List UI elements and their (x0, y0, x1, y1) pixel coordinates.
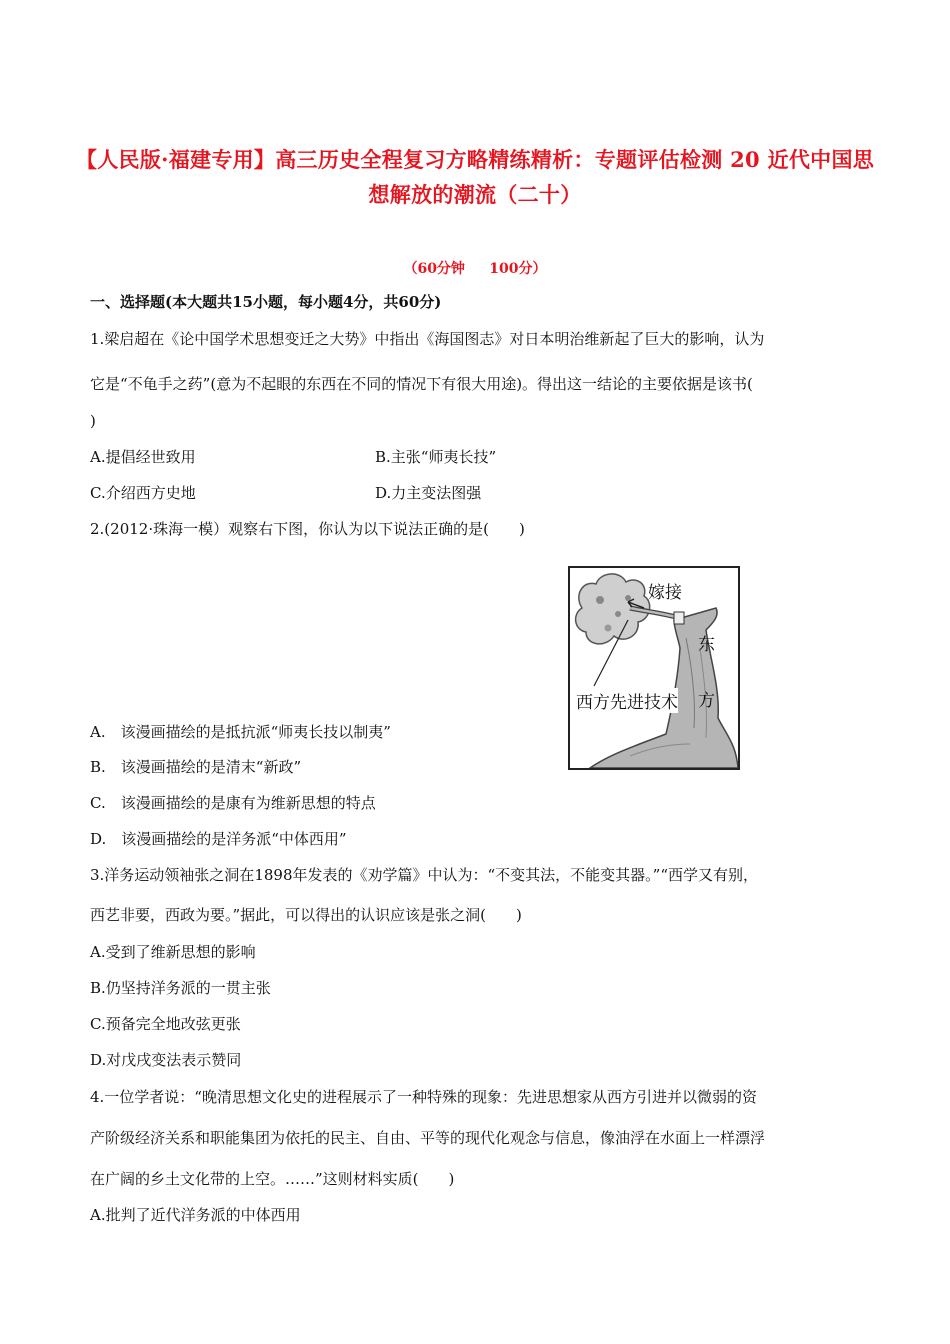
q1-stem-line1: 1.梁启超在《论中国学术思想变迁之大势》中指出《海国图志》对日本明治维新起了巨大的影响，认为 (90, 330, 765, 348)
q4-stem-line3: 在广阔的乡土文化带的上空。……”这则材料实质( ) (90, 1170, 455, 1188)
q1-stem-line2: 它是“不龟手之药”(意为不起眼的东西在不同的情况下有很大用途)。得出这一结论的主要依据是该书( (90, 375, 753, 393)
q2-option-b: B. 该漫画描绘的是清末“新政” (90, 758, 302, 776)
q3-stem-line1: 3.洋务运动领袖张之洞在1898年发表的《劝学篇》中认为：“不变其法，不能变其器。”“西学又有别， (90, 866, 758, 884)
exam-duration-score: （60分钟 100分） (403, 261, 547, 277)
q3-option-c: C.预备完全地改弦更张 (90, 1015, 241, 1033)
q1-option-d: D.力主变法图强 (375, 484, 482, 502)
q3-option-d: D.对戊戌变法表示赞同 (90, 1051, 242, 1069)
q3-option-b: B.仍坚持洋务派的一贯主张 (90, 979, 271, 997)
q2-option-c: C. 该漫画描绘的是康有为维新思想的特点 (90, 794, 376, 812)
q1-stem-line3: ) (90, 412, 96, 430)
q2-stem: 2.(2012·珠海一模）观察右下图，你认为以下说法正确的是( ) (90, 520, 525, 538)
q4-stem-line2: 产阶级经济关系和职能集团为依托的民主、自由、平等的现代化观念与信息，像油浮在水面上一样漂浮 (90, 1129, 766, 1147)
page-title: 【人民版·福建专用】高三历史全程复习方略精练精析：专题评估检测 20 近代中国思想解放的潮流（二十） (75, 147, 875, 207)
q2-option-d: D. 该漫画描绘的是洋务派“中体西用” (90, 830, 347, 848)
figure-label-graft: 嫁接 (648, 583, 682, 603)
q1-option-b: B.主张“师夷长技” (375, 448, 497, 466)
figure-label-east-2: 方 (698, 691, 715, 711)
figure-label-west-technology: 西方先进技术 (576, 688, 678, 713)
q4-stem-line1: 4.一位学者说：“晚清思想文化史的进程展示了一种特殊的现象：先进思想家从西方引进并以微弱的资 (90, 1088, 757, 1106)
q3-option-a: A.受到了维新思想的影响 (90, 943, 256, 961)
section-heading: 一、选择题(本大题共15小题，每小题4分，共60分) (90, 293, 442, 311)
grafting-cartoon-figure (568, 566, 740, 770)
q1-option-a: A.提倡经世致用 (90, 448, 196, 466)
q3-stem-line2: 西艺非要，西政为要。”据此，可以得出的认识应该是张之洞( ) (90, 906, 522, 924)
figure-label-east-1: 东 (698, 635, 715, 655)
q2-option-a: A. 该漫画描绘的是抵抗派“师夷长技以制夷” (90, 723, 391, 741)
q4-option-a: A.批判了近代洋务派的中体西用 (90, 1206, 301, 1224)
q1-option-c: C.介绍西方史地 (90, 484, 196, 502)
